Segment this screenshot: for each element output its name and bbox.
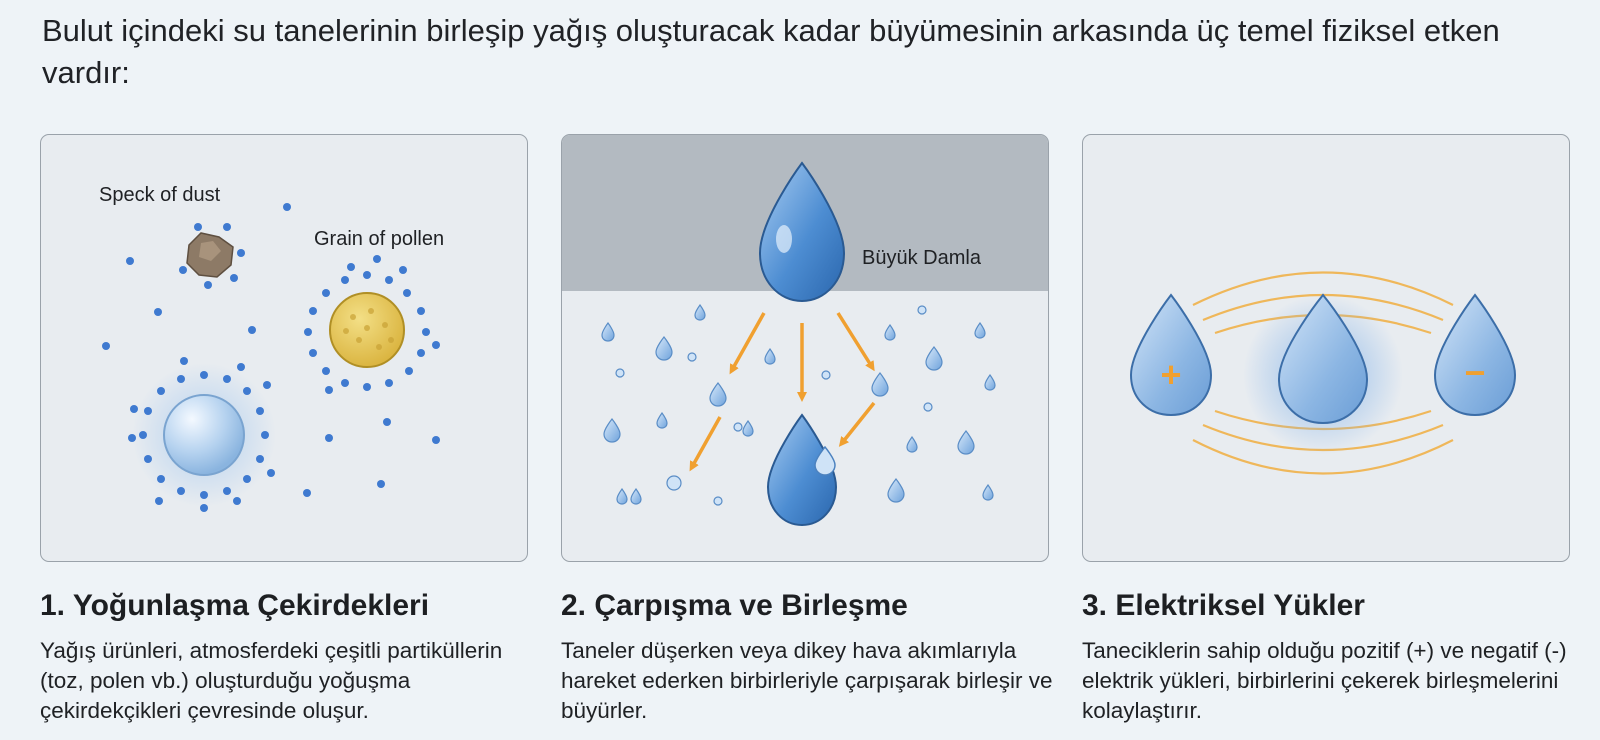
charges-illustration	[1083, 135, 1570, 562]
minus-sign: −	[1464, 352, 1486, 393]
plus-sign: +	[1160, 354, 1182, 395]
dust-label: Speck of dust	[99, 184, 221, 206]
heading-condensation-nuclei: 1. Yoğunlaşma Çekirdekleri	[40, 589, 430, 622]
condensation-illustration	[41, 135, 528, 562]
panel-electric-charges	[1082, 134, 1570, 562]
pollen-grain-icon	[330, 293, 404, 367]
collision-illustration	[562, 135, 1049, 562]
description-electric-charges: Taneciklerin sahip olduğu pozitif (+) ve negatif (-) elektrik yükleri, birbirlerini çekerek birleşmelerini kolaylaştırır.	[1082, 638, 1567, 723]
intro-text: Bulut içindeki su tanelerinin birleşip yağış oluşturacak kadar büyümesinin arkasında üç temel fiziksel etken vardır:	[42, 13, 1500, 90]
big-drop-label: Büyük Damla	[862, 247, 981, 269]
heading-electric-charges: 3. Elektriksel Yükler	[1082, 589, 1365, 622]
description-condensation-nuclei: Yağış ürünleri, atmosferdeki çeşitli partiküllerin (toz, polen vb.) oluşturduğu yoğuşma çekirdekçikleri çevresinde oluşur.	[40, 638, 503, 723]
dust-speck-icon	[187, 233, 233, 277]
panel-condensation-nuclei	[40, 134, 528, 562]
panel-collision-coalescence	[561, 134, 1049, 562]
heading-collision-coalescence: 2. Çarpışma ve Birleşme	[561, 589, 908, 622]
description-collision-coalescence: Taneler düşerken veya dikey hava akımlarıyla hareket ederken birbirleriyle çarpışarak birleşir ve büyürler.	[561, 638, 1053, 723]
nucleated-droplet-icon	[132, 363, 276, 507]
pollen-label: Grain of pollen	[314, 228, 445, 250]
